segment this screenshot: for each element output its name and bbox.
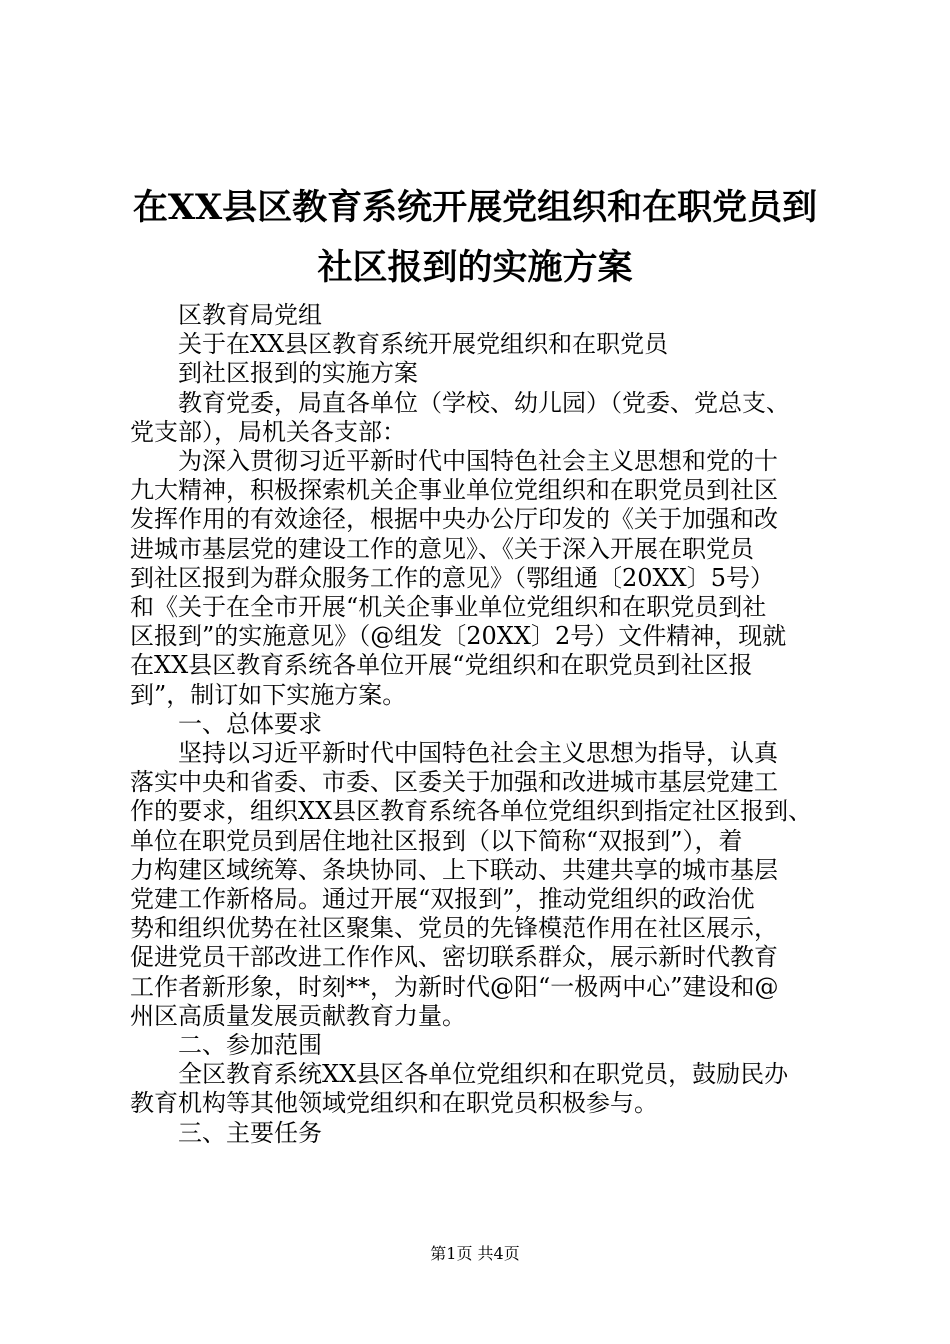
body-line: 九大精神，积极探索机关企事业单位党组织和在职党员到社区	[130, 476, 778, 505]
document-title-line-2: 社区报到的实施方案	[317, 247, 633, 288]
body-line: 一、总体要求	[130, 709, 322, 738]
body-line: 州区高质量发展贡献教育力量。	[130, 1001, 466, 1030]
body-line: 进城市基层党的建设工作的意见》、《关于深入开展在职党员	[130, 534, 754, 563]
body-line: 坚持以习近平新时代中国特色社会主义思想为指导，认真	[130, 739, 778, 767]
body-line: 工作者新形象，时刻**，为新时代@阳“一极两中心”建设和@	[130, 972, 779, 1001]
body-line: 区报到”的实施意见》（@组发〔20XX〕2号）文件精神，现就	[130, 622, 787, 651]
body-line: 全区教育系统XX县区各单位党组织和在职党员，鼓励民办	[130, 1060, 789, 1089]
body-line: 关于在XX县区教育系统开展党组织和在职党员	[130, 330, 669, 359]
body-line: 作的要求，组织XX县区教育系统各单位党组织到指定社区报到、	[130, 797, 813, 826]
body-line: 力构建区域统筹、条块协同、上下联动、共建共享的城市基层	[130, 855, 778, 884]
body-line: 发挥作用的有效途径，根据中央办公厅印发的《关于加强和改	[130, 505, 778, 534]
body-line: 三、主要任务	[130, 1118, 322, 1147]
body-line: 促进党员干部改进工作作风、密切联系群众，展示新时代教育	[130, 943, 778, 972]
page-footer: 第1页 共4页	[430, 1244, 520, 1263]
body-line: 为深入贯彻习近平新时代中国特色社会主义思想和党的十	[130, 447, 778, 475]
body-line: 势和组织优势在社区聚集、党员的先锋模范作用在社区展示，	[130, 914, 778, 943]
body-line: 在XX县区教育系统各单位开展“党组织和在职党员到社区报	[130, 651, 753, 680]
body-line: 教育党委，局直各单位（学校、幼儿园）（党委、党总支、	[130, 388, 790, 417]
body-line: 到社区报到的实施方案	[130, 359, 418, 388]
body-line: 落实中央和省委、市委、区委关于加强和改进城市基层党建工	[130, 768, 778, 797]
body-line: 和《关于在全市开展“机关企事业单位党组织和在职党员到社	[130, 593, 767, 621]
body-line: 党建工作新格局。通过开展“双报到”，推动党组织的政治优	[130, 885, 755, 913]
body-line: 到社区报到为群众服务工作的意见》（鄂组通〔20XX〕5号）	[130, 563, 774, 592]
body-line: 单位在职党员到居住地社区报到（以下简称“双报到”），着	[130, 826, 743, 855]
body-line: 到”，制订如下实施方案。	[130, 680, 407, 709]
body-line: 二、参加范围	[130, 1031, 322, 1059]
body-line: 党支部），局机关各支部：	[130, 417, 406, 446]
document-title-line-1: 在XX县区教育系统开展党组织和在职党员到	[132, 187, 818, 228]
body-line: 教育机构等其他领域党组织和在职党员积极参与。	[130, 1089, 658, 1118]
body-line: 区教育局党组	[130, 301, 322, 329]
